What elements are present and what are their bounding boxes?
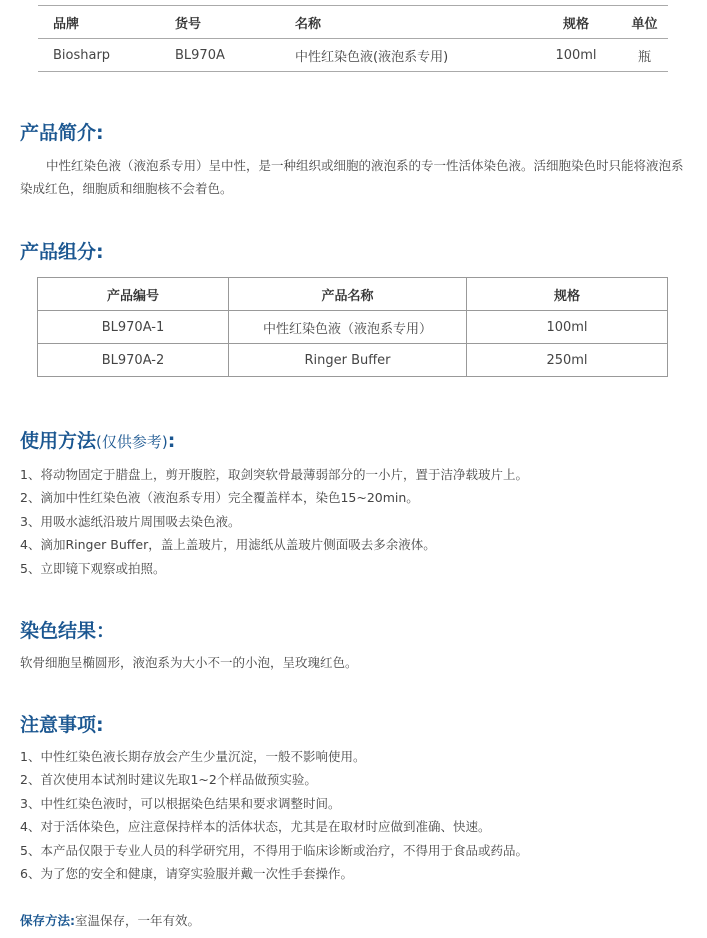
list-item: 3、用吸水滤纸沿玻片周围吸去染色液。 [20, 513, 241, 529]
intro-title: 产品简介: [20, 122, 104, 144]
product-info-table [38, 5, 668, 72]
result-text: 软骨细胞呈椭圆形，液泡系为大小不一的小泡，呈玫瑰红色。 [20, 655, 358, 670]
list-item: 4、对于活体染色，应注意保持样本的活体状态，尤其是在取材时应做到准确、快速。 [20, 819, 491, 835]
cell-spec: 100ml [531, 39, 621, 72]
header-product-spec: 规格 [467, 278, 668, 311]
cell-catalog-no: BL970A [175, 39, 295, 72]
list-item: 5、本产品仅限于专业人员的科学研究用，不得用于临床诊断或治疗，不得用于食品或药品。 [20, 842, 528, 858]
cell-product-spec: 250ml [467, 344, 668, 377]
list-item: 2、滴加中性红染色液（液泡系专用）完全覆盖样本，染色15~20min。 [20, 490, 419, 506]
intro-text: 中性红染色液（液泡系专用）呈中性，是一种组织或细胞的液泡系的专一性活体染色液。活细胞染色时只能将液泡系染成红色，细胞质和细胞核不会着色。 [20, 158, 684, 196]
cell-product-code: BL970A-2 [38, 344, 229, 377]
header-unit: 单位 [621, 6, 668, 39]
header-product-code: 产品编号 [38, 278, 229, 311]
notes-title: 注意事项: [20, 714, 104, 736]
header-catalog-no: 货号 [175, 6, 295, 39]
table-row [38, 311, 668, 344]
components-table [37, 277, 668, 377]
header-brand: 品牌 [38, 6, 175, 39]
cell-product-spec: 100ml [467, 311, 668, 344]
list-item: 1、中性红染色液长期存放会产生少量沉淀，一般不影响使用。 [20, 749, 366, 764]
list-item: 6、为了您的安全和健康，请穿实验服并戴一次性手套操作。 [20, 866, 353, 882]
list-item: 4、滴加Ringer Buffer，盖上盖玻片，用滤纸从盖玻片侧面吸去多余液体。 [20, 537, 436, 553]
usage-steps-list [20, 463, 692, 580]
storage-text: 室温保存，一年有效。 [75, 913, 201, 928]
components-header-row [38, 278, 668, 311]
cell-product-code: BL970A-1 [38, 311, 229, 344]
list-item: 1、将动物固定于腊盘上，剪开腹腔，取剑突软骨最薄弱部分的一小片，置于洁净载玻片上。 [20, 467, 528, 482]
usage-title-main: 使用方法 [20, 430, 97, 452]
product-info-header-row [38, 6, 668, 39]
storage-label: 保存方法: [20, 913, 75, 928]
product-info-row [38, 39, 668, 72]
usage-title-sub: (仅供参考) [96, 433, 168, 451]
components-title: 产品组分: [20, 241, 104, 263]
header-spec: 规格 [531, 6, 621, 39]
cell-product-name: Ringer Buffer [229, 344, 467, 377]
cell-brand: Biosharp [38, 39, 175, 72]
list-item: 2、首次使用本试剂时建议先取1~2个样品做预实验。 [20, 772, 317, 788]
cell-unit: 瓶 [621, 39, 668, 72]
table-row [38, 344, 668, 377]
header-name: 名称 [295, 6, 531, 39]
cell-name: 中性红染色液(液泡系专用) [295, 39, 531, 72]
list-item: 3、中性红染色液时，可以根据染色结果和要求调整时间。 [20, 795, 341, 811]
cell-product-name: 中性红染色液（液泡系专用） [229, 311, 467, 344]
usage-title [20, 429, 175, 454]
result-title: 染色结果： [20, 620, 116, 642]
notes-list [20, 745, 692, 885]
header-product-name: 产品名称 [229, 278, 467, 311]
list-item: 5、立即镜下观察或拍照。 [20, 560, 166, 576]
storage-line [20, 911, 200, 931]
usage-title-colon: : [167, 430, 176, 452]
